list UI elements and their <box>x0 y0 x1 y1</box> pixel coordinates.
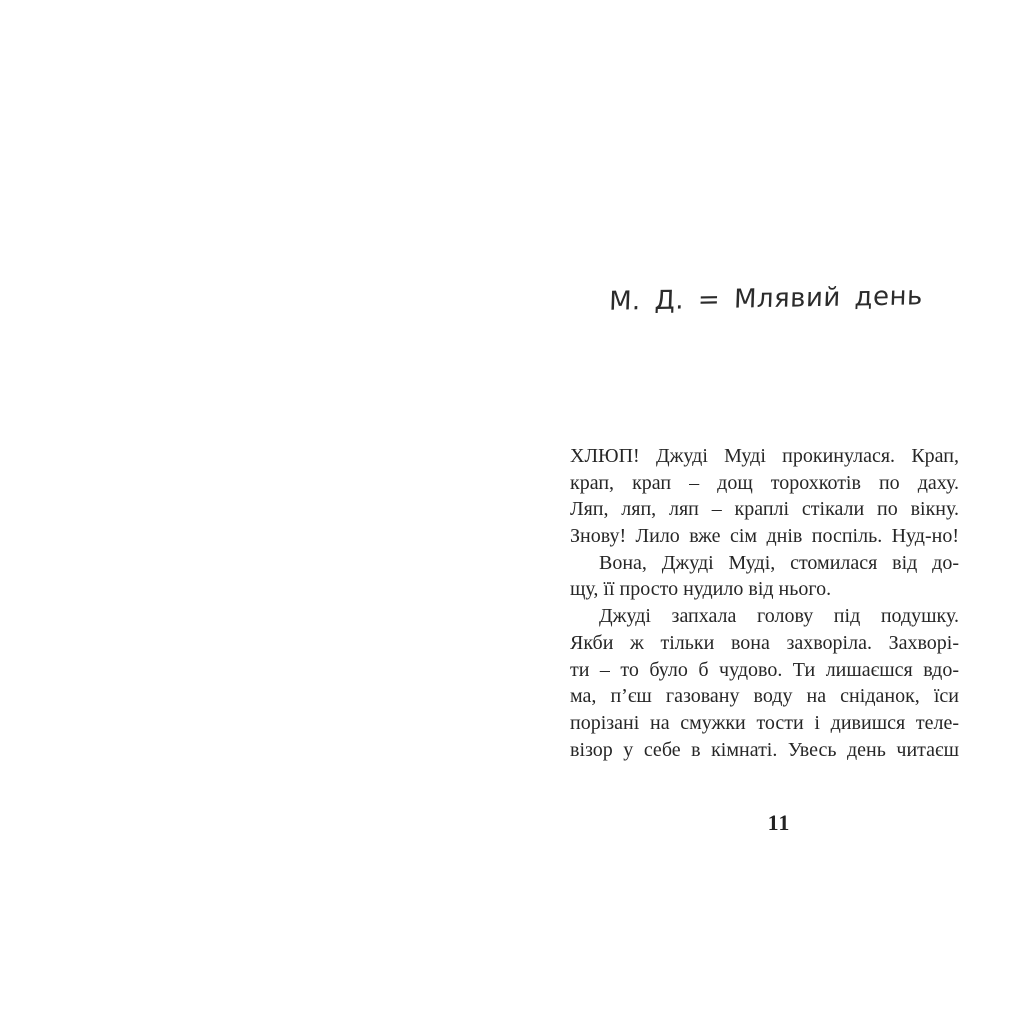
text-line: візор у себе в кімнаті. Увесь день читаєш <box>570 738 959 761</box>
text-line: Джуді запхала голову під подушку. <box>599 605 959 628</box>
text-line: Ляп, ляп, ляп – краплі стікали по вікну. <box>570 498 959 521</box>
page-number: 11 <box>767 810 791 835</box>
text-line: ХЛЮП! Джуді Муді прокинулася. Крап, <box>570 445 959 467</box>
text-line: Якби ж тільки вона захворіла. Захворі- <box>570 631 959 654</box>
text-line: ти – то було б чудово. Ти лишаєшся вдо- <box>570 658 959 681</box>
text-line: порізані на смужки тости і дивишся теле- <box>570 711 959 734</box>
text-line: Знову! Лило вже сім днів поспіль. Нуд-но! <box>570 525 959 548</box>
text-line: крап, крап – дощ торохкотів по даху. <box>570 471 959 494</box>
chapter-heading: М. Д. = Млявий день <box>608 281 924 317</box>
text-line: Вона, Джуді Муді, стомилася від до- <box>599 551 959 574</box>
body-text <box>570 443 959 763</box>
text-line: щу, її просто нудило від нього. <box>570 578 832 601</box>
text-line: ма, п’єш газовану воду на сніданок, їси <box>570 685 959 708</box>
